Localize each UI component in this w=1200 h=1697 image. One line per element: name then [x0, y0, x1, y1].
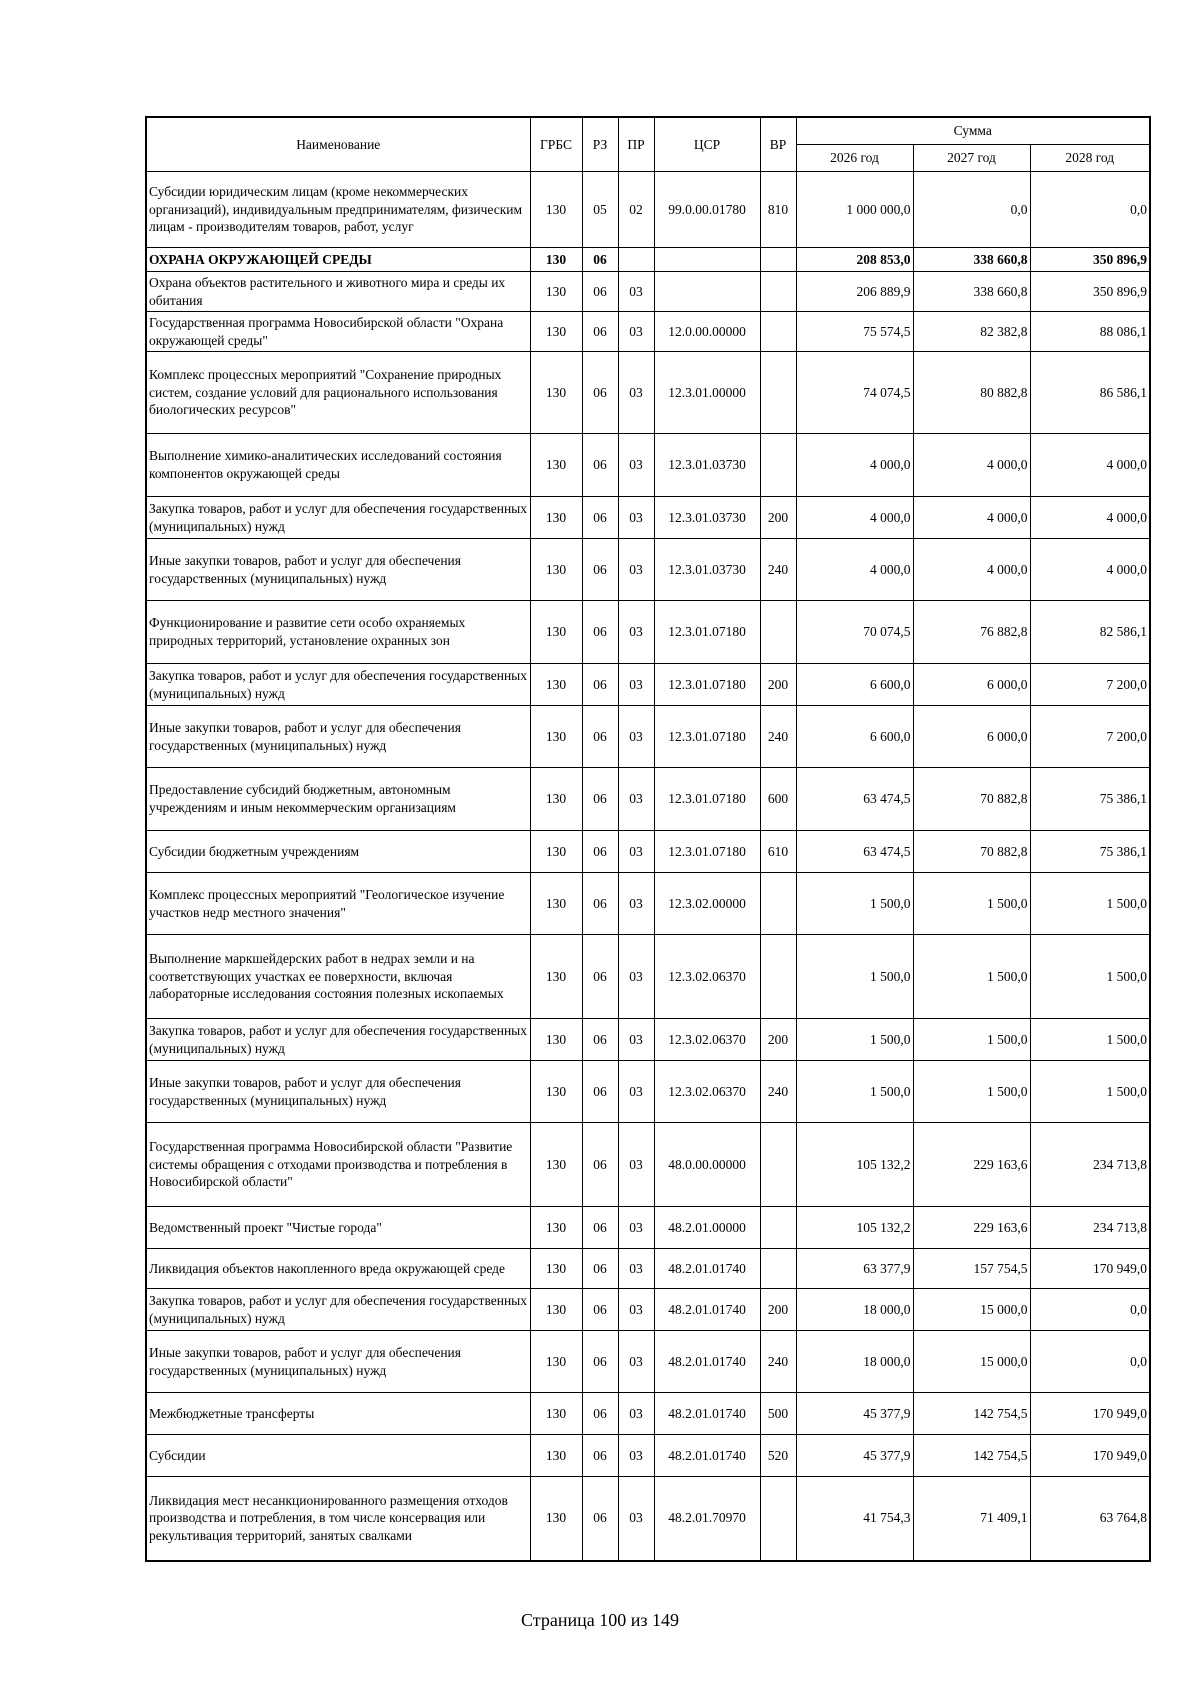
- header-rz: РЗ: [582, 117, 618, 172]
- cell-grbs: 130: [530, 172, 582, 248]
- cell-pr: 03: [618, 434, 654, 497]
- cell-name: Закупка товаров, работ и услуг для обеспечения государственных (муниципальных) нужд: [146, 497, 530, 539]
- table-row: [146, 497, 1150, 539]
- cell-grbs: 130: [530, 601, 582, 664]
- cell-csr: 48.2.01.00000: [654, 1207, 760, 1249]
- cell-2027: 70 882,8: [913, 831, 1030, 873]
- cell-2026: 18 000,0: [796, 1331, 913, 1393]
- cell-vr: [760, 248, 796, 272]
- cell-vr: [760, 1249, 796, 1289]
- cell-pr: 03: [618, 831, 654, 873]
- cell-2028: 1 500,0: [1030, 935, 1150, 1019]
- cell-pr: 03: [618, 352, 654, 434]
- cell-pr: 03: [618, 1207, 654, 1249]
- cell-2027: 15 000,0: [913, 1331, 1030, 1393]
- cell-vr: [760, 1207, 796, 1249]
- cell-csr: 48.0.00.00000: [654, 1123, 760, 1207]
- cell-2026: 4 000,0: [796, 497, 913, 539]
- cell-vr: [760, 1123, 796, 1207]
- cell-vr: 200: [760, 664, 796, 706]
- cell-2028: 0,0: [1030, 1289, 1150, 1331]
- cell-2028: 170 949,0: [1030, 1393, 1150, 1435]
- cell-csr: 48.2.01.70970: [654, 1477, 760, 1561]
- cell-2027: 6 000,0: [913, 706, 1030, 768]
- cell-rz: 06: [582, 1019, 618, 1061]
- cell-2028: 0,0: [1030, 172, 1150, 248]
- cell-2028: 1 500,0: [1030, 1061, 1150, 1123]
- cell-grbs: 130: [530, 248, 582, 272]
- cell-2028: 350 896,9: [1030, 272, 1150, 312]
- cell-name: Закупка товаров, работ и услуг для обеспечения государственных (муниципальных) нужд: [146, 1019, 530, 1061]
- header-pr: ПР: [618, 117, 654, 172]
- cell-2027: 4 000,0: [913, 497, 1030, 539]
- table-row: [146, 172, 1150, 248]
- cell-grbs: 130: [530, 1249, 582, 1289]
- header-csr: ЦСР: [654, 117, 760, 172]
- cell-vr: [760, 1477, 796, 1561]
- header-vr: ВР: [760, 117, 796, 172]
- cell-pr: 03: [618, 1123, 654, 1207]
- table-row: [146, 272, 1150, 312]
- cell-grbs: 130: [530, 434, 582, 497]
- cell-2027: 1 500,0: [913, 935, 1030, 1019]
- cell-rz: 06: [582, 873, 618, 935]
- cell-2028: 86 586,1: [1030, 352, 1150, 434]
- table-row: [146, 873, 1150, 935]
- cell-2027: 4 000,0: [913, 539, 1030, 601]
- cell-csr: [654, 272, 760, 312]
- cell-rz: 06: [582, 352, 618, 434]
- cell-2028: 234 713,8: [1030, 1207, 1150, 1249]
- cell-2027: 157 754,5: [913, 1249, 1030, 1289]
- header-year-2027: 2027 год: [913, 145, 1030, 172]
- cell-2027: 142 754,5: [913, 1435, 1030, 1477]
- cell-grbs: 130: [530, 873, 582, 935]
- cell-csr: 12.3.01.03730: [654, 434, 760, 497]
- cell-2026: 1 500,0: [796, 873, 913, 935]
- cell-2026: 1 500,0: [796, 1019, 913, 1061]
- cell-csr: 48.2.01.01740: [654, 1393, 760, 1435]
- cell-2026: 70 074,5: [796, 601, 913, 664]
- cell-pr: 03: [618, 1393, 654, 1435]
- cell-vr: [760, 272, 796, 312]
- cell-csr: 12.0.00.00000: [654, 312, 760, 352]
- cell-csr: 48.2.01.01740: [654, 1289, 760, 1331]
- cell-vr: [760, 352, 796, 434]
- cell-rz: 06: [582, 1249, 618, 1289]
- cell-vr: 810: [760, 172, 796, 248]
- cell-grbs: 130: [530, 1435, 582, 1477]
- cell-rz: 06: [582, 1061, 618, 1123]
- table-row: [146, 1207, 1150, 1249]
- cell-grbs: 130: [530, 352, 582, 434]
- cell-pr: 03: [618, 706, 654, 768]
- cell-2026: 206 889,9: [796, 272, 913, 312]
- cell-csr: 48.2.01.01740: [654, 1435, 760, 1477]
- cell-grbs: 130: [530, 497, 582, 539]
- cell-rz: 06: [582, 1393, 618, 1435]
- table-row: [146, 768, 1150, 831]
- cell-rz: 06: [582, 935, 618, 1019]
- cell-grbs: 130: [530, 539, 582, 601]
- table-row: [146, 1477, 1150, 1561]
- cell-csr: 48.2.01.01740: [654, 1331, 760, 1393]
- cell-name: Государственная программа Новосибирской области "Развитие системы обращения с отходами производства и потребления в Новосибирской области": [146, 1123, 530, 1207]
- table-row: [146, 434, 1150, 497]
- cell-csr: 12.3.01.07180: [654, 601, 760, 664]
- cell-pr: 03: [618, 1331, 654, 1393]
- cell-pr: 02: [618, 172, 654, 248]
- header-sum: Сумма: [796, 117, 1150, 145]
- page-number: Страница 100 из 149: [521, 1610, 679, 1630]
- cell-2028: 170 949,0: [1030, 1435, 1150, 1477]
- cell-vr: 200: [760, 1289, 796, 1331]
- cell-grbs: 130: [530, 272, 582, 312]
- cell-csr: 12.3.01.07180: [654, 664, 760, 706]
- cell-grbs: 130: [530, 312, 582, 352]
- cell-name: Закупка товаров, работ и услуг для обеспечения государственных (муниципальных) нужд: [146, 1289, 530, 1331]
- cell-2027: 6 000,0: [913, 664, 1030, 706]
- cell-rz: 06: [582, 601, 618, 664]
- cell-2026: 4 000,0: [796, 539, 913, 601]
- cell-name: ОХРАНА ОКРУЖАЮЩЕЙ СРЕДЫ: [146, 248, 530, 272]
- table-row: [146, 1393, 1150, 1435]
- cell-grbs: 130: [530, 1477, 582, 1561]
- table-row: [146, 664, 1150, 706]
- cell-vr: 600: [760, 768, 796, 831]
- cell-name: Иные закупки товаров, работ и услуг для обеспечения государственных (муниципальных) нужд: [146, 1061, 530, 1123]
- cell-vr: [760, 601, 796, 664]
- cell-name: Субсидии бюджетным учреждениям: [146, 831, 530, 873]
- cell-pr: 03: [618, 1061, 654, 1123]
- cell-pr: [618, 248, 654, 272]
- cell-pr: 03: [618, 1435, 654, 1477]
- cell-vr: [760, 873, 796, 935]
- cell-csr: 12.3.01.00000: [654, 352, 760, 434]
- cell-pr: 03: [618, 768, 654, 831]
- cell-name: Государственная программа Новосибирской области "Охрана окружающей среды": [146, 312, 530, 352]
- table-row: [146, 706, 1150, 768]
- cell-name: Иные закупки товаров, работ и услуг для обеспечения государственных (муниципальных) нужд: [146, 539, 530, 601]
- cell-2026: 45 377,9: [796, 1393, 913, 1435]
- cell-rz: 06: [582, 497, 618, 539]
- cell-csr: 12.3.01.03730: [654, 497, 760, 539]
- cell-csr: 12.3.01.03730: [654, 539, 760, 601]
- cell-2027: 1 500,0: [913, 1061, 1030, 1123]
- cell-vr: 520: [760, 1435, 796, 1477]
- cell-pr: 03: [618, 312, 654, 352]
- cell-vr: 240: [760, 1331, 796, 1393]
- cell-grbs: 130: [530, 1331, 582, 1393]
- cell-2026: 63 474,5: [796, 831, 913, 873]
- cell-2026: 74 074,5: [796, 352, 913, 434]
- cell-rz: 06: [582, 1331, 618, 1393]
- cell-2028: 4 000,0: [1030, 497, 1150, 539]
- cell-2027: 1 500,0: [913, 873, 1030, 935]
- table-body: [146, 172, 1150, 1561]
- cell-vr: 240: [760, 539, 796, 601]
- header-year-2026: 2026 год: [796, 145, 913, 172]
- cell-pr: 03: [618, 664, 654, 706]
- cell-csr: 12.3.02.00000: [654, 873, 760, 935]
- cell-2027: 1 500,0: [913, 1019, 1030, 1061]
- cell-2027: 71 409,1: [913, 1477, 1030, 1561]
- cell-vr: [760, 434, 796, 497]
- cell-2026: 1 000 000,0: [796, 172, 913, 248]
- cell-2027: 70 882,8: [913, 768, 1030, 831]
- cell-2026: 6 600,0: [796, 706, 913, 768]
- cell-grbs: 130: [530, 1061, 582, 1123]
- cell-pr: 03: [618, 873, 654, 935]
- table-row: [146, 1019, 1150, 1061]
- cell-rz: 06: [582, 706, 618, 768]
- cell-vr: 200: [760, 497, 796, 539]
- table-row: [146, 831, 1150, 873]
- cell-2028: 7 200,0: [1030, 706, 1150, 768]
- cell-2026: 63 377,9: [796, 1249, 913, 1289]
- cell-2027: 142 754,5: [913, 1393, 1030, 1435]
- cell-grbs: 130: [530, 768, 582, 831]
- cell-name: Предоставление субсидий бюджетным, автономным учреждениям и иным некоммерческим организациям: [146, 768, 530, 831]
- cell-2026: 63 474,5: [796, 768, 913, 831]
- cell-csr: 12.3.02.06370: [654, 935, 760, 1019]
- cell-2026: 4 000,0: [796, 434, 913, 497]
- cell-rz: 06: [582, 664, 618, 706]
- cell-rz: 06: [582, 1289, 618, 1331]
- header-name: Наименование: [146, 117, 530, 172]
- cell-pr: 03: [618, 935, 654, 1019]
- cell-rz: 06: [582, 831, 618, 873]
- cell-name: Межбюджетные трансферты: [146, 1393, 530, 1435]
- cell-grbs: 130: [530, 1019, 582, 1061]
- table-row: [146, 1435, 1150, 1477]
- cell-2026: 1 500,0: [796, 1061, 913, 1123]
- cell-grbs: 130: [530, 706, 582, 768]
- cell-name: Ликвидация объектов накопленного вреда окружающей среде: [146, 1249, 530, 1289]
- cell-2026: 105 132,2: [796, 1207, 913, 1249]
- cell-rz: 06: [582, 248, 618, 272]
- cell-csr: 12.3.02.06370: [654, 1019, 760, 1061]
- cell-name: Выполнение маркшейдерских работ в недрах земли и на соответствующих участках ее поверхности, включая лабораторные исследования состояния полезных ископаемых: [146, 935, 530, 1019]
- cell-pr: 03: [618, 272, 654, 312]
- cell-name: Ликвидация мест несанкционированного размещения отходов производства и потребления, в том числе консервация или рекультивация территорий, занятых свалками: [146, 1477, 530, 1561]
- cell-2026: 41 754,3: [796, 1477, 913, 1561]
- cell-2026: 208 853,0: [796, 248, 913, 272]
- cell-csr: 12.3.01.07180: [654, 706, 760, 768]
- cell-2027: 15 000,0: [913, 1289, 1030, 1331]
- cell-2026: 75 574,5: [796, 312, 913, 352]
- cell-2027: 76 882,8: [913, 601, 1030, 664]
- cell-name: Иные закупки товаров, работ и услуг для обеспечения государственных (муниципальных) нужд: [146, 706, 530, 768]
- cell-2028: 4 000,0: [1030, 434, 1150, 497]
- cell-rz: 06: [582, 539, 618, 601]
- cell-2028: 75 386,1: [1030, 831, 1150, 873]
- cell-2027: 0,0: [913, 172, 1030, 248]
- cell-pr: 03: [618, 1289, 654, 1331]
- cell-2026: 6 600,0: [796, 664, 913, 706]
- table-row: [146, 1061, 1150, 1123]
- cell-2028: 170 949,0: [1030, 1249, 1150, 1289]
- cell-pr: 03: [618, 1477, 654, 1561]
- cell-vr: 240: [760, 1061, 796, 1123]
- cell-2027: 4 000,0: [913, 434, 1030, 497]
- cell-csr: 99.0.00.01780: [654, 172, 760, 248]
- cell-name: Закупка товаров, работ и услуг для обеспечения государственных (муниципальных) нужд: [146, 664, 530, 706]
- cell-rz: 06: [582, 272, 618, 312]
- table-row: [146, 539, 1150, 601]
- cell-name: Комплекс процессных мероприятий "Сохранение природных систем, создание условий для рационального использования биологических ресурсов": [146, 352, 530, 434]
- table-row: [146, 352, 1150, 434]
- cell-rz: 06: [582, 1477, 618, 1561]
- table-row: [146, 1331, 1150, 1393]
- cell-grbs: 130: [530, 664, 582, 706]
- table-row: [146, 601, 1150, 664]
- cell-rz: 06: [582, 1207, 618, 1249]
- cell-vr: 500: [760, 1393, 796, 1435]
- cell-rz: 06: [582, 768, 618, 831]
- cell-2026: 1 500,0: [796, 935, 913, 1019]
- cell-csr: 12.3.01.07180: [654, 768, 760, 831]
- cell-name: Комплекс процессных мероприятий "Геологическое изучение участков недр местного значения": [146, 873, 530, 935]
- table-row: [146, 312, 1150, 352]
- cell-csr: 48.2.01.01740: [654, 1249, 760, 1289]
- cell-2028: 4 000,0: [1030, 539, 1150, 601]
- cell-2028: 7 200,0: [1030, 664, 1150, 706]
- cell-2028: 234 713,8: [1030, 1123, 1150, 1207]
- cell-rz: 06: [582, 312, 618, 352]
- table-row: [146, 1249, 1150, 1289]
- cell-grbs: 130: [530, 935, 582, 1019]
- cell-pr: 03: [618, 497, 654, 539]
- cell-csr: 12.3.02.06370: [654, 1061, 760, 1123]
- cell-vr: [760, 935, 796, 1019]
- cell-name: Функционирование и развитие сети особо охраняемых природных территорий, установление охранных зон: [146, 601, 530, 664]
- header-year-2028: 2028 год: [1030, 145, 1150, 172]
- cell-vr: 610: [760, 831, 796, 873]
- cell-2028: 75 386,1: [1030, 768, 1150, 831]
- cell-2026: 45 377,9: [796, 1435, 913, 1477]
- cell-grbs: 130: [530, 1207, 582, 1249]
- cell-name: Субсидии: [146, 1435, 530, 1477]
- cell-rz: 05: [582, 172, 618, 248]
- table-row: [146, 935, 1150, 1019]
- cell-2026: 105 132,2: [796, 1123, 913, 1207]
- cell-grbs: 130: [530, 1393, 582, 1435]
- cell-2027: 229 163,6: [913, 1207, 1030, 1249]
- cell-2028: 0,0: [1030, 1331, 1150, 1393]
- cell-rz: 06: [582, 434, 618, 497]
- table-header: [146, 117, 1150, 172]
- cell-2028: 82 586,1: [1030, 601, 1150, 664]
- cell-2027: 80 882,8: [913, 352, 1030, 434]
- cell-grbs: 130: [530, 1289, 582, 1331]
- cell-pr: 03: [618, 601, 654, 664]
- cell-2028: 63 764,8: [1030, 1477, 1150, 1561]
- table-row: [146, 1289, 1150, 1331]
- cell-name: Выполнение химико-аналитических исследований состояния компонентов окружающей среды: [146, 434, 530, 497]
- cell-rz: 06: [582, 1435, 618, 1477]
- cell-pr: 03: [618, 1019, 654, 1061]
- cell-name: Ведомственный проект "Чистые города": [146, 1207, 530, 1249]
- cell-2027: 229 163,6: [913, 1123, 1030, 1207]
- cell-grbs: 130: [530, 831, 582, 873]
- budget-table: [145, 116, 1151, 1562]
- cell-pr: 03: [618, 539, 654, 601]
- cell-2028: 1 500,0: [1030, 873, 1150, 935]
- cell-2027: 338 660,8: [913, 272, 1030, 312]
- cell-grbs: 130: [530, 1123, 582, 1207]
- cell-2027: 82 382,8: [913, 312, 1030, 352]
- cell-name: Иные закупки товаров, работ и услуг для обеспечения государственных (муниципальных) нужд: [146, 1331, 530, 1393]
- cell-name: Субсидии юридическим лицам (кроме некоммерческих организаций), индивидуальным предпринимателям, физическим лицам - производителям товаров, работ, услуг: [146, 172, 530, 248]
- cell-rz: 06: [582, 1123, 618, 1207]
- cell-2028: 350 896,9: [1030, 248, 1150, 272]
- cell-2026: 18 000,0: [796, 1289, 913, 1331]
- cell-vr: [760, 312, 796, 352]
- cell-name: Охрана объектов растительного и животного мира и среды их обитания: [146, 272, 530, 312]
- cell-csr: [654, 248, 760, 272]
- cell-vr: 240: [760, 706, 796, 768]
- cell-2028: 1 500,0: [1030, 1019, 1150, 1061]
- cell-2028: 88 086,1: [1030, 312, 1150, 352]
- cell-pr: 03: [618, 1249, 654, 1289]
- cell-vr: 200: [760, 1019, 796, 1061]
- cell-2027: 338 660,8: [913, 248, 1030, 272]
- table-row: [146, 1123, 1150, 1207]
- table-row: [146, 248, 1150, 272]
- header-grbs: ГРБС: [530, 117, 582, 172]
- cell-csr: 12.3.01.07180: [654, 831, 760, 873]
